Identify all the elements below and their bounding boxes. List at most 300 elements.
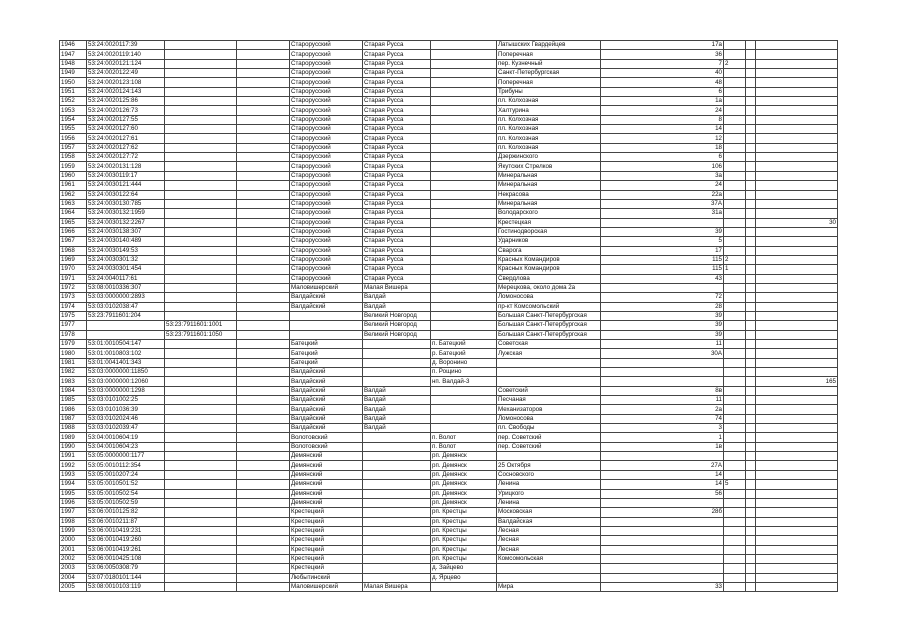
table-row — [60, 517, 838, 526]
district-name: Старорусский — [290, 69, 363, 78]
street-name — [497, 573, 601, 582]
table-row — [60, 255, 838, 264]
structure-number — [746, 246, 756, 255]
settlement-name — [431, 115, 497, 124]
cadastral-number: 53:24:0020127:72 — [87, 153, 165, 162]
structure-number — [746, 564, 756, 573]
cadastral-number-alt — [165, 50, 237, 59]
structure-number — [746, 498, 756, 507]
empty-field — [237, 414, 290, 423]
empty-field — [237, 554, 290, 563]
structure-number — [746, 349, 756, 358]
street-name: Сварога — [497, 246, 601, 255]
cadastral-number: 53:24:0030119:17 — [87, 171, 165, 180]
house-number: 14 — [601, 480, 724, 489]
house-number: 14 — [601, 125, 724, 134]
structure-number — [746, 134, 756, 143]
cadastral-number-alt — [165, 227, 237, 236]
house-number: 11 — [601, 396, 724, 405]
cadastral-number: 53:24:0020131:128 — [87, 162, 165, 171]
empty-field — [237, 78, 290, 87]
row-number: 1971 — [60, 274, 87, 283]
house-number: 106 — [601, 162, 724, 171]
cadastral-number-alt — [165, 302, 237, 311]
building-number — [724, 405, 746, 414]
district-name: Старорусский — [290, 162, 363, 171]
building-number — [724, 78, 746, 87]
cadastral-number: 53:24:0030132:1959 — [87, 209, 165, 218]
district-name: Валдайский — [290, 302, 363, 311]
settlement-name — [431, 218, 497, 227]
row-number: 1992 — [60, 461, 87, 470]
structure-number — [746, 50, 756, 59]
building-number — [724, 87, 746, 96]
row-number: 1986 — [60, 405, 87, 414]
row-number: 1972 — [60, 283, 87, 292]
empty-field — [237, 433, 290, 442]
district-name: Крестецкий — [290, 526, 363, 535]
street-name: пл. Свободы — [497, 424, 601, 433]
cadastral-number-alt — [165, 414, 237, 423]
street-name: пл. Колхозная — [497, 125, 601, 134]
district-name: Волотовский — [290, 442, 363, 451]
apartment-number — [756, 181, 838, 190]
house-number: 115 — [601, 265, 724, 274]
row-number: 1957 — [60, 143, 87, 152]
cadastral-number-alt — [165, 97, 237, 106]
cadastral-number-alt — [165, 246, 237, 255]
cadastral-number-alt — [165, 69, 237, 78]
street-name: Латышских Гвардейцев — [497, 41, 601, 50]
settlement-name: д. Зайцево — [431, 564, 497, 573]
house-number: 8 — [601, 115, 724, 124]
structure-number — [746, 59, 756, 68]
house-number: 1а — [601, 97, 724, 106]
street-name: Валдайская — [497, 517, 601, 526]
building-number — [724, 536, 746, 545]
cadastral-number-alt — [165, 153, 237, 162]
street-name: Ломоносова — [497, 293, 601, 302]
structure-number — [746, 470, 756, 479]
cadastral-number-alt: 53:23:7911601:1050 — [165, 330, 237, 339]
cadastral-number-alt — [165, 517, 237, 526]
building-number — [724, 386, 746, 395]
row-number: 1946 — [60, 41, 87, 50]
district-name: Демянский — [290, 452, 363, 461]
empty-field — [237, 573, 290, 582]
street-name: Урицкого — [497, 489, 601, 498]
cadastral-number-alt — [165, 489, 237, 498]
apartment-number — [756, 582, 838, 591]
table-row — [60, 59, 838, 68]
empty-field — [237, 386, 290, 395]
cadastral-number: 53:05:0010502:59 — [87, 498, 165, 507]
structure-number — [746, 545, 756, 554]
settlement-name: п. Волот — [431, 433, 497, 442]
row-number: 1983 — [60, 377, 87, 386]
district-name: Старорусский — [290, 209, 363, 218]
cadastral-number: 53:03:0000000:11850 — [87, 368, 165, 377]
cadastral-number: 53:24:0020127:61 — [87, 134, 165, 143]
house-number: 5 — [601, 237, 724, 246]
row-number: 1990 — [60, 442, 87, 451]
cadastral-number-alt — [165, 498, 237, 507]
row-number: 1963 — [60, 199, 87, 208]
structure-number — [746, 442, 756, 451]
cadastral-number-alt — [165, 480, 237, 489]
house-number: 3 — [601, 424, 724, 433]
empty-field — [237, 377, 290, 386]
row-number: 1947 — [60, 50, 87, 59]
house-number: 14 — [601, 470, 724, 479]
house-number: 6 — [601, 87, 724, 96]
settlement-name — [431, 181, 497, 190]
city-name: Старая Русса — [363, 255, 431, 264]
cadastral-number: 53:24:0040117:61 — [87, 274, 165, 283]
table-row — [60, 461, 838, 470]
city-name — [363, 517, 431, 526]
house-number — [601, 545, 724, 554]
apartment-number — [756, 274, 838, 283]
street-name: Красных Командиров — [497, 265, 601, 274]
building-number — [724, 470, 746, 479]
settlement-name — [431, 283, 497, 292]
apartment-number — [756, 78, 838, 87]
table-row — [60, 470, 838, 479]
settlement-name: рп. Крестцы — [431, 545, 497, 554]
table-row — [60, 153, 838, 162]
cadastral-number-alt — [165, 143, 237, 152]
table-row — [60, 424, 838, 433]
settlement-name — [431, 41, 497, 50]
row-number: 1994 — [60, 480, 87, 489]
street-name: Поперечная — [497, 50, 601, 59]
cadastral-number: 53:03:0000000:1298 — [87, 386, 165, 395]
street-name: Советский — [497, 386, 601, 395]
street-name: пл. Колхозная — [497, 134, 601, 143]
cadastral-number-alt — [165, 125, 237, 134]
settlement-name — [431, 405, 497, 414]
cadastral-number: 53:24:0020125:86 — [87, 97, 165, 106]
structure-number — [746, 526, 756, 535]
empty-field — [237, 442, 290, 451]
cadastral-number: 53:24:0030130:785 — [87, 199, 165, 208]
settlement-name — [431, 227, 497, 236]
structure-number — [746, 377, 756, 386]
settlement-name — [431, 414, 497, 423]
house-number: 18 — [601, 143, 724, 152]
street-name: Минеральная — [497, 171, 601, 180]
empty-field — [237, 227, 290, 236]
table-row — [60, 162, 838, 171]
city-name: Старая Русса — [363, 237, 431, 246]
street-name: Ломоносова — [497, 414, 601, 423]
building-number — [724, 115, 746, 124]
settlement-name: рп. Демянск — [431, 489, 497, 498]
empty-field — [237, 274, 290, 283]
empty-field — [237, 526, 290, 535]
district-name: Валдайский — [290, 414, 363, 423]
table-row — [60, 396, 838, 405]
empty-field — [237, 237, 290, 246]
apartment-number — [756, 265, 838, 274]
cadastral-number: 53:06:0010125:82 — [87, 508, 165, 517]
structure-number — [746, 237, 756, 246]
street-name: пл. Колхозная — [497, 97, 601, 106]
city-name: Старая Русса — [363, 181, 431, 190]
table-row — [60, 87, 838, 96]
cadastral-number: 53:24:0030301:32 — [87, 255, 165, 264]
building-number — [724, 377, 746, 386]
table-row — [60, 246, 838, 255]
city-name — [363, 480, 431, 489]
settlement-name — [431, 106, 497, 115]
cadastral-number-alt — [165, 134, 237, 143]
settlement-name: р. Батецкий — [431, 349, 497, 358]
city-name: Валдай — [363, 386, 431, 395]
city-name: Старая Русса — [363, 246, 431, 255]
city-name: Валдай — [363, 293, 431, 302]
house-number — [601, 517, 724, 526]
building-number — [724, 349, 746, 358]
row-number: 1997 — [60, 508, 87, 517]
apartment-number — [756, 311, 838, 320]
city-name: Валдай — [363, 424, 431, 433]
building-number — [724, 330, 746, 339]
structure-number — [746, 199, 756, 208]
apartment-number — [756, 143, 838, 152]
house-number: 27А — [601, 461, 724, 470]
structure-number — [746, 311, 756, 320]
settlement-name — [431, 255, 497, 264]
empty-field — [237, 59, 290, 68]
table-row — [60, 283, 838, 292]
structure-number — [746, 405, 756, 414]
house-number: 12 — [601, 134, 724, 143]
district-name: Валдайский — [290, 386, 363, 395]
cadastral-number: 53:06:0050308:79 — [87, 564, 165, 573]
empty-field — [237, 199, 290, 208]
cadastral-number-alt — [165, 349, 237, 358]
settlement-name — [431, 199, 497, 208]
row-number: 1995 — [60, 489, 87, 498]
cadastral-number-alt — [165, 78, 237, 87]
house-number: 7 — [601, 59, 724, 68]
structure-number — [746, 115, 756, 124]
building-number — [724, 573, 746, 582]
city-name: Старая Русса — [363, 41, 431, 50]
apartment-number — [756, 508, 838, 517]
street-name: пл. Колхозная — [497, 115, 601, 124]
empty-field — [237, 41, 290, 50]
city-name: Старая Русса — [363, 162, 431, 171]
apartment-number — [756, 97, 838, 106]
row-number: 1979 — [60, 340, 87, 349]
street-name: Механизаторов — [497, 405, 601, 414]
building-number — [724, 143, 746, 152]
house-number: 56 — [601, 489, 724, 498]
structure-number — [746, 582, 756, 591]
empty-field — [237, 181, 290, 190]
street-name: Московская — [497, 508, 601, 517]
structure-number — [746, 414, 756, 423]
house-number — [601, 283, 724, 292]
row-number: 1961 — [60, 181, 87, 190]
cadastral-number-alt — [165, 265, 237, 274]
cadastral-number: 53:06:0010425:108 — [87, 554, 165, 563]
street-name: Некрасова — [497, 190, 601, 199]
street-name: Крестецкая — [497, 218, 601, 227]
street-name: Дзержинского — [497, 153, 601, 162]
cadastral-number: 53:03:0101002:25 — [87, 396, 165, 405]
city-name: Старая Русса — [363, 265, 431, 274]
building-number — [724, 134, 746, 143]
district-name: Старорусский — [290, 246, 363, 255]
apartment-number — [756, 424, 838, 433]
district-name: Валдайский — [290, 405, 363, 414]
empty-field — [237, 424, 290, 433]
cadastral-number-alt — [165, 433, 237, 442]
empty-field — [237, 545, 290, 554]
street-name: Свердлова — [497, 274, 601, 283]
house-number: 30А — [601, 349, 724, 358]
cadastral-number: 53:01:0010803:102 — [87, 349, 165, 358]
structure-number — [746, 368, 756, 377]
street-name — [497, 358, 601, 367]
street-name: Якутских Стрелков — [497, 162, 601, 171]
table-row — [60, 405, 838, 414]
row-number: 1974 — [60, 302, 87, 311]
structure-number — [746, 330, 756, 339]
cadastral-number: 53:03:0000000:2893 — [87, 293, 165, 302]
row-number: 2000 — [60, 536, 87, 545]
table-row — [60, 190, 838, 199]
cadastral-number-alt — [165, 545, 237, 554]
settlement-name — [431, 209, 497, 218]
district-name: Волотовский — [290, 433, 363, 442]
city-name: Старая Русса — [363, 134, 431, 143]
city-name — [363, 470, 431, 479]
street-name: Песчаная — [497, 396, 601, 405]
city-name: Старая Русса — [363, 274, 431, 283]
district-name: Старорусский — [290, 190, 363, 199]
structure-number — [746, 573, 756, 582]
cadastral-number: 53:03:0102038:47 — [87, 302, 165, 311]
apartment-number — [756, 199, 838, 208]
house-number: 36 — [601, 50, 724, 59]
city-name: Старая Русса — [363, 78, 431, 87]
structure-number — [746, 536, 756, 545]
district-name: Валдайский — [290, 377, 363, 386]
empty-field — [237, 470, 290, 479]
building-number — [724, 69, 746, 78]
district-name: Старорусский — [290, 50, 363, 59]
district-name: Старорусский — [290, 199, 363, 208]
district-name: Старорусский — [290, 153, 363, 162]
table-row — [60, 115, 838, 124]
empty-field — [237, 265, 290, 274]
empty-field — [237, 50, 290, 59]
structure-number — [746, 171, 756, 180]
cadastral-number: 53:24:0030301:454 — [87, 265, 165, 274]
row-number: 1965 — [60, 218, 87, 227]
cadastral-number-alt — [165, 293, 237, 302]
empty-field — [237, 311, 290, 320]
cadastral-number: 53:05:0010112:354 — [87, 461, 165, 470]
settlement-name: д. Ярцево — [431, 573, 497, 582]
city-name: Старая Русса — [363, 143, 431, 152]
cadastral-number: 53:24:0020117:39 — [87, 41, 165, 50]
row-number: 2003 — [60, 564, 87, 573]
cadastral-number: 53:03:0102024:46 — [87, 414, 165, 423]
house-number: 40 — [601, 69, 724, 78]
house-number: 31а — [601, 209, 724, 218]
cadastral-number: 53:01:0041401:343 — [87, 358, 165, 367]
building-number — [724, 311, 746, 320]
district-name: Батецкий — [290, 340, 363, 349]
empty-field — [237, 508, 290, 517]
apartment-number — [756, 209, 838, 218]
settlement-name — [431, 153, 497, 162]
empty-field — [237, 106, 290, 115]
settlement-name: рп. Демянск — [431, 470, 497, 479]
city-name: Валдай — [363, 405, 431, 414]
cadastral-number-alt — [165, 564, 237, 573]
building-number — [724, 517, 746, 526]
building-number — [724, 358, 746, 367]
cadastral-number: 53:03:0000000:12060 — [87, 377, 165, 386]
district-name: Демянский — [290, 461, 363, 470]
city-name: Старая Русса — [363, 227, 431, 236]
cadastral-number: 53:24:0020126:73 — [87, 106, 165, 115]
house-number: 22а — [601, 190, 724, 199]
city-name: Старая Русса — [363, 97, 431, 106]
district-name: Старорусский — [290, 274, 363, 283]
city-name: Старая Русса — [363, 209, 431, 218]
apartment-number — [756, 545, 838, 554]
apartment-number — [756, 330, 838, 339]
structure-number — [746, 508, 756, 517]
row-number: 1948 — [60, 59, 87, 68]
table-row — [60, 218, 838, 227]
empty-field — [237, 330, 290, 339]
city-name: Малая Вишера — [363, 283, 431, 292]
cadastral-number-alt — [165, 424, 237, 433]
table-row — [60, 50, 838, 59]
empty-field — [237, 582, 290, 591]
cadastral-number-alt — [165, 199, 237, 208]
cadastral-number: 53:03:0102039:47 — [87, 424, 165, 433]
table-row — [60, 330, 838, 339]
city-name — [363, 526, 431, 535]
district-name: Крестецкий — [290, 517, 363, 526]
cadastral-number: 53:24:0020127:60 — [87, 125, 165, 134]
city-name — [363, 442, 431, 451]
table-row — [60, 237, 838, 246]
settlement-name: рп. Крестцы — [431, 554, 497, 563]
house-number: 11 — [601, 340, 724, 349]
city-name: Великий Новгород — [363, 330, 431, 339]
cadastral-number: 53:05:0010207:24 — [87, 470, 165, 479]
empty-field — [237, 293, 290, 302]
structure-number — [746, 181, 756, 190]
cadastral-number-alt — [165, 536, 237, 545]
cadastral-number-alt — [165, 162, 237, 171]
empty-field — [237, 340, 290, 349]
apartment-number — [756, 171, 838, 180]
table-row — [60, 536, 838, 545]
structure-number — [746, 480, 756, 489]
